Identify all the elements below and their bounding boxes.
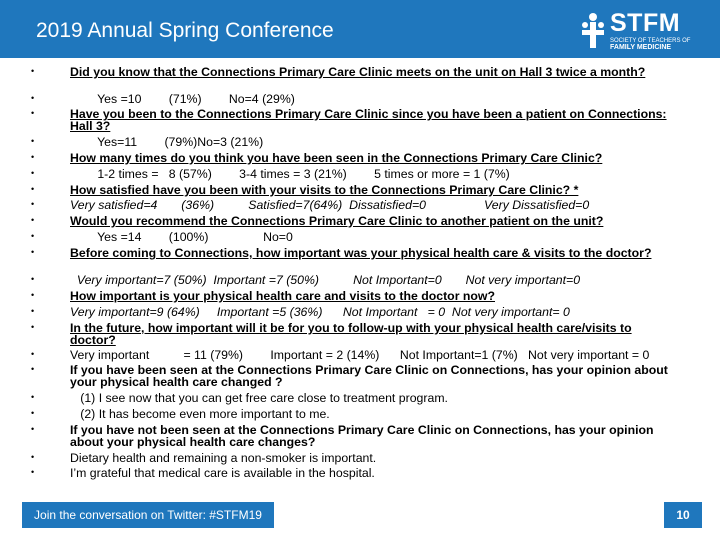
bullet-text: I’m grateful that medical care is available in the hospital. bbox=[70, 466, 375, 480]
bullet-text: Would you recommend the Connections Primary Care Clinic to another patient on the unit? bbox=[70, 214, 604, 228]
bullet-text: How important is your physical health care and visits to the doctor now? bbox=[70, 289, 495, 303]
bullet-text: In the future, how important will it be for you to follow-up with your physical health care/visits to doctor? bbox=[70, 321, 632, 347]
bullet-icon: • bbox=[31, 467, 35, 477]
bullet-icon: • bbox=[31, 168, 35, 178]
bullet-icon: • bbox=[31, 231, 35, 241]
bullet-icon: • bbox=[31, 136, 35, 146]
bullet-icon: • bbox=[31, 306, 35, 316]
stfm-logo-icon bbox=[578, 11, 608, 49]
bullet-icon: • bbox=[31, 349, 35, 359]
bullet-icon: • bbox=[31, 392, 35, 402]
bullet-icon: • bbox=[31, 215, 35, 225]
bullet-text: (1) I see now that you can get free care close to treatment program. bbox=[70, 391, 448, 405]
logo-subtext: SOCIETY OF TEACHERS OF bbox=[610, 38, 691, 44]
bullet-text: If you have not been seen at the Connections Primary Care Clinic on Connections, has your opinion about your physical health care changes? bbox=[70, 423, 654, 449]
bullet-icon: • bbox=[31, 322, 35, 332]
bullet-icon: • bbox=[31, 108, 35, 118]
bullet-icon: • bbox=[31, 290, 35, 300]
logo-text: STFM bbox=[610, 9, 681, 37]
logo-subtext-bold: FAMILY MEDICINE bbox=[610, 44, 672, 51]
bullet-icon: • bbox=[31, 452, 35, 462]
page-number: 10 bbox=[664, 502, 702, 528]
bullet-icon: • bbox=[31, 93, 35, 103]
bullet-icon: • bbox=[31, 274, 35, 284]
bullet-icon: • bbox=[31, 424, 35, 434]
bullet-text: Before coming to Connections, how important was your physical health care & visits to the doctor? bbox=[70, 246, 652, 260]
bullet-text: Yes =14 (100%) No=0 bbox=[70, 230, 293, 244]
slide-title: 2019 Annual Spring Conference bbox=[36, 19, 334, 42]
bullet-text: How many times do you think you have been seen in the Connections Primary Care Clinic? bbox=[70, 151, 603, 165]
bullet-text: Have you been to the Connections Primary Care Clinic since you have been a patient on Connections: Hall 3? bbox=[70, 107, 667, 133]
bullet-text: Very important=7 (50%) Important =7 (50%) Not Important=0 Not very important=0 bbox=[70, 273, 581, 287]
bullet-text: Yes=11 (79%)No=3 (21%) bbox=[70, 135, 264, 149]
bullet-icon: • bbox=[31, 199, 35, 209]
bullet-text: Did you know that the Connections Primary Care Clinic meets on the unit on Hall 3 twice a month? bbox=[70, 65, 646, 79]
bullet-text: Yes =10 (71%) No=4 (29%) bbox=[70, 92, 295, 106]
bullet-icon: • bbox=[31, 247, 35, 257]
title-bar bbox=[0, 0, 720, 58]
bullet-icon: • bbox=[31, 152, 35, 162]
bullet-icon: • bbox=[31, 364, 35, 374]
bullet-icon: • bbox=[31, 66, 35, 76]
bullet-text: (2) It has become even more important to me. bbox=[70, 407, 330, 421]
bullet-text: Dietary health and remaining a non-smoker is important. bbox=[70, 451, 377, 465]
bullet-text: 1-2 times = 8 (57%) 3-4 times = 3 (21%) 5 times or more = 1 (7%) bbox=[70, 167, 510, 181]
bullet-icon: • bbox=[31, 184, 35, 194]
twitter-footer: Join the conversation on Twitter: #STFM19 bbox=[22, 502, 274, 528]
bullet-text: How satisfied have you been with your visits to the Connections Primary Care Clinic? * bbox=[70, 183, 579, 197]
stfm-logo bbox=[578, 9, 698, 51]
bullet-text: Very important=9 (64%) Important =5 (36%) Not Important = 0 Not very important= 0 bbox=[70, 305, 570, 319]
bullet-icon: • bbox=[31, 408, 35, 418]
bullet-text: Very satisfied=4 (36%) Satisfied=7(64%) Dissatisfied=0 Very Dissatisfied=0 bbox=[70, 198, 590, 212]
bullet-text: Very important = 11 (79%) Important = 2 (14%) Not Important=1 (7%) Not very important = 0 bbox=[70, 348, 650, 362]
bullet-text: If you have been seen at the Connections Primary Care Clinic on Connections, has your opinion about your physical health care changed ? bbox=[70, 363, 668, 389]
